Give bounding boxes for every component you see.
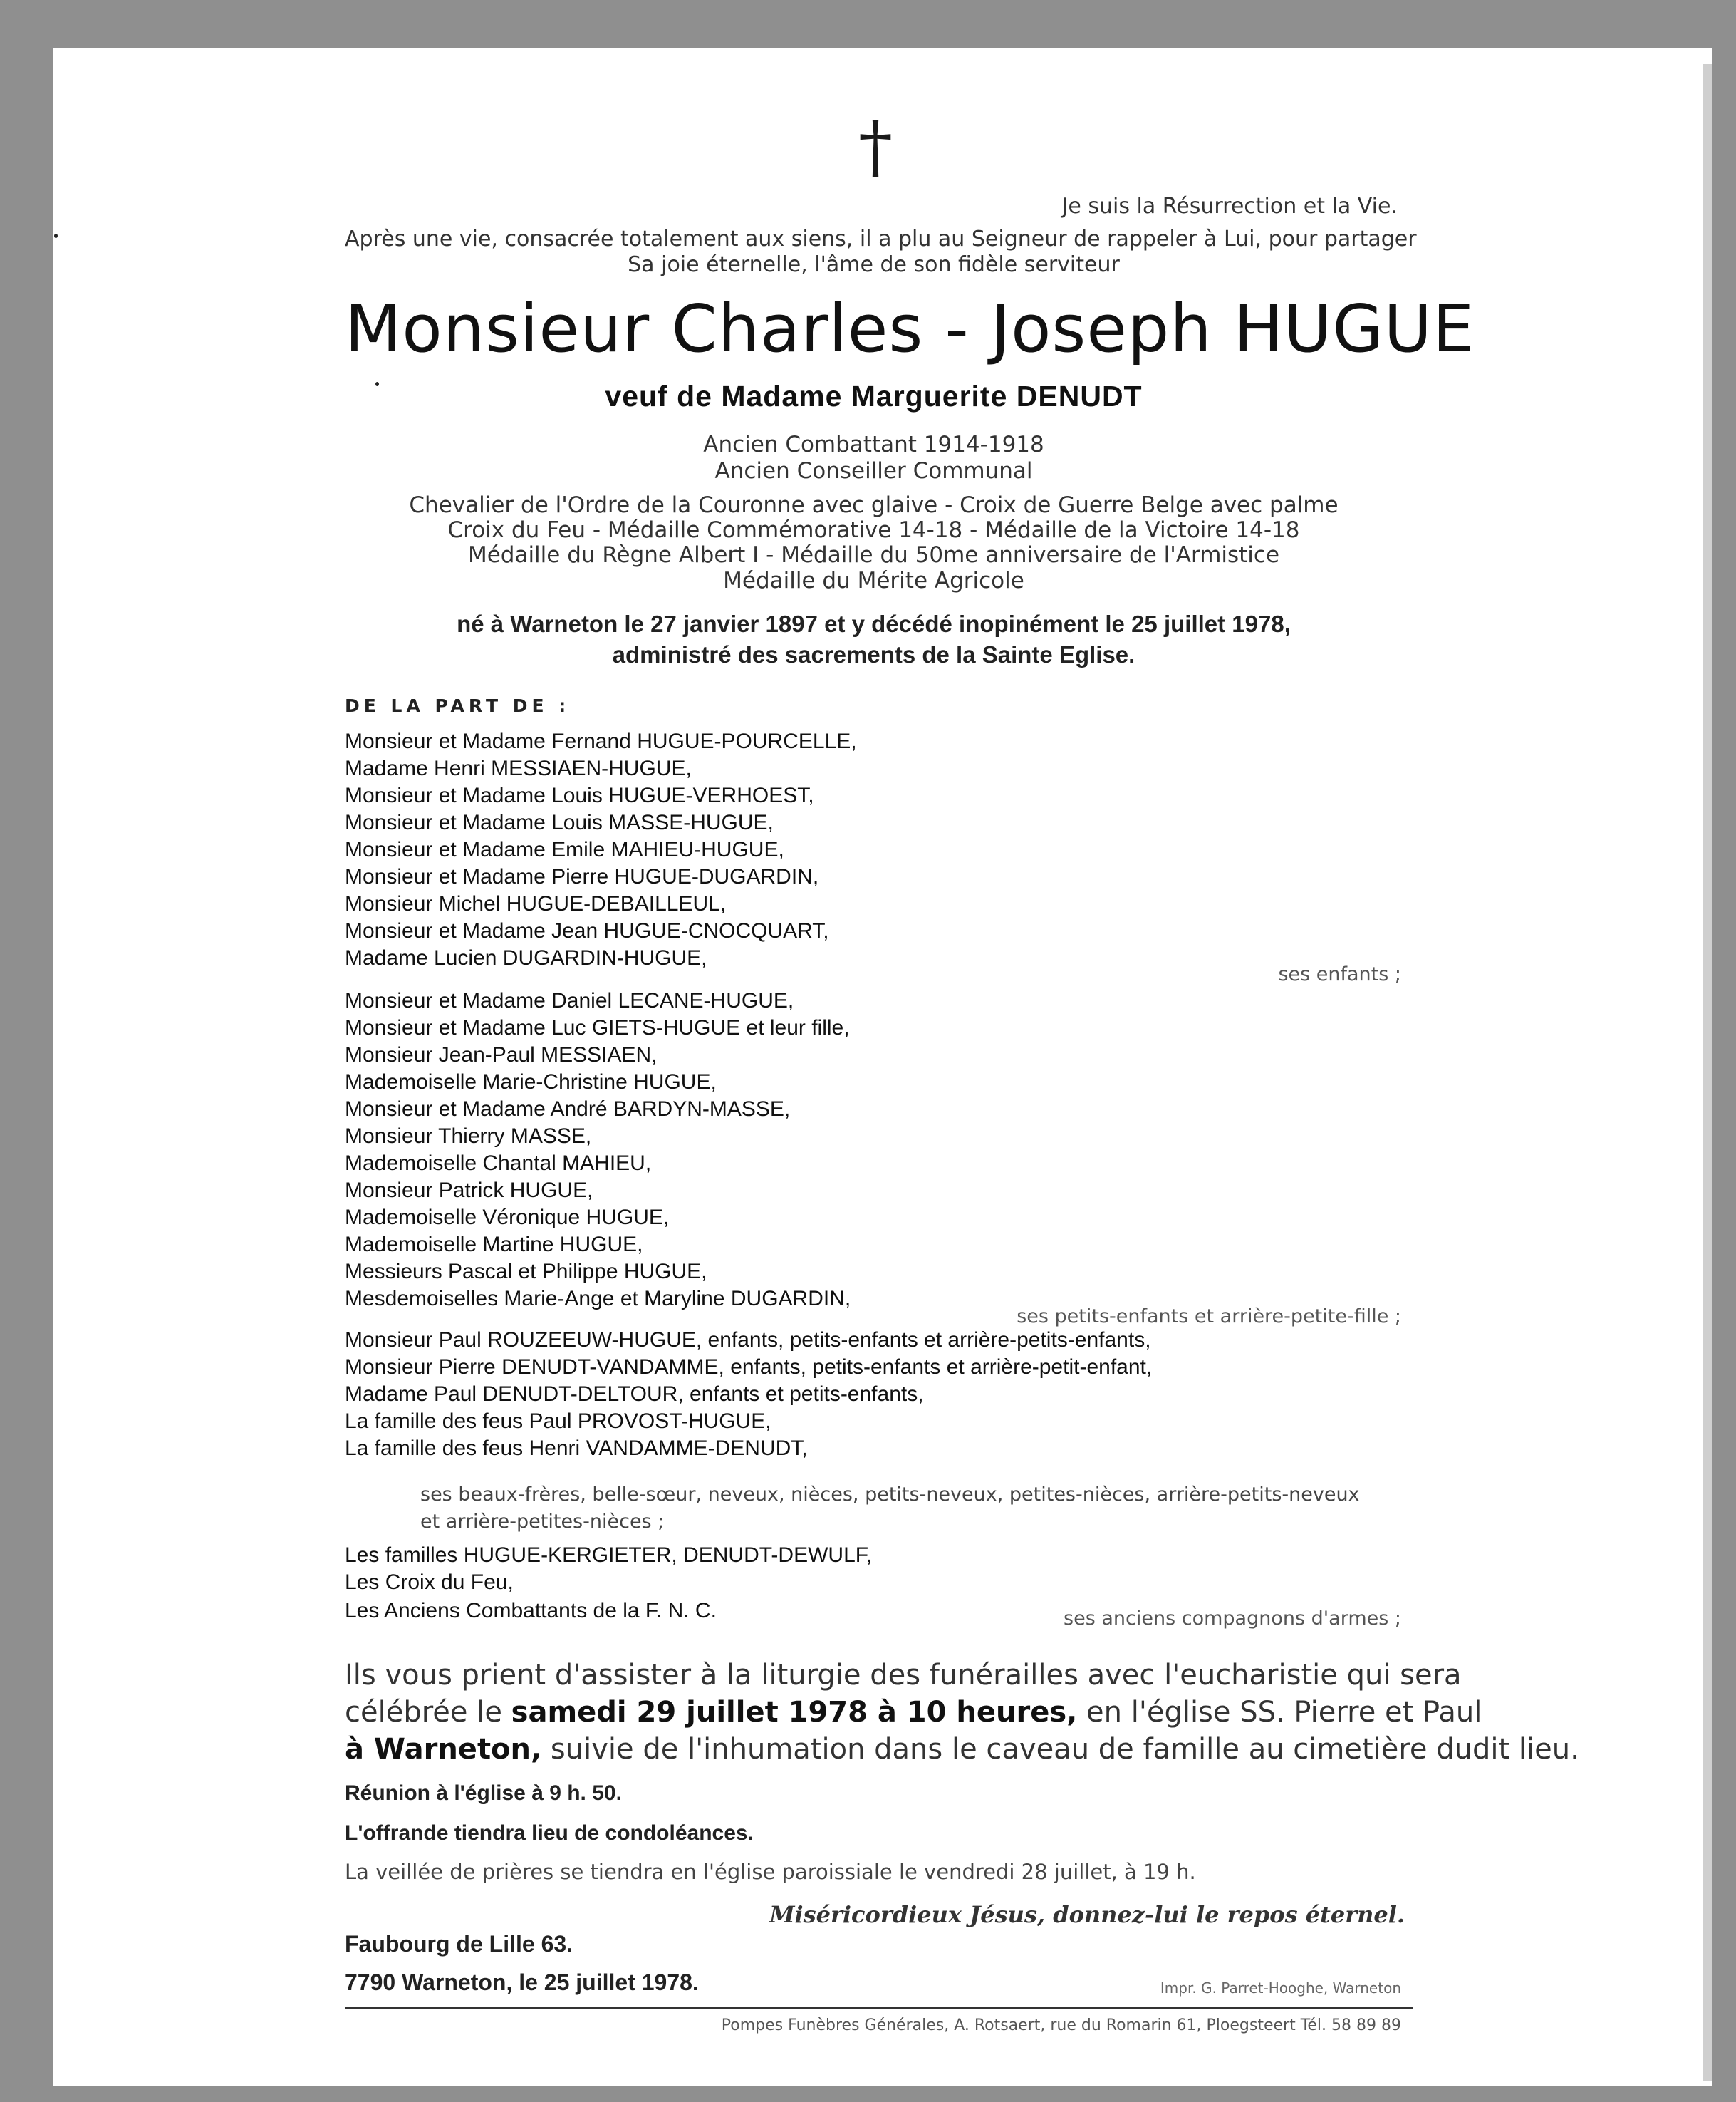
widower-of: veuf de Madame Marguerite DENUDT (605, 380, 1143, 413)
in-laws-relation: et arrière-petites-nièces ; (420, 1511, 665, 1533)
mourner-line: Mademoiselle Marie-Christine HUGUE, (345, 1070, 717, 1094)
decoration-line: Médaille du Mérite Agricole (723, 568, 1024, 594)
mourner-line: Monsieur Patrick HUGUE, (345, 1179, 593, 1202)
mourner-line: Monsieur et Madame Daniel LECANE-HUGUE, (345, 989, 794, 1013)
sacraments-line: administré des sacrements de la Sainte Eglise. (612, 641, 1135, 668)
mourner-line: Madame Henri MESSIAEN-HUGUE, (345, 757, 692, 780)
speck (54, 234, 58, 238)
mourner-line: Monsieur Jean-Paul MESSIAEN, (345, 1043, 658, 1067)
place-date-line: 7790 Warneton, le 25 juillet 1978. (345, 1969, 699, 1995)
mourner-line: Monsieur Michel HUGUE-DEBAILLEUL, (345, 892, 727, 916)
mourner-line: Mademoiselle Chantal MAHIEU, (345, 1151, 652, 1175)
offering-line: L'offrande tiendra lieu de condoléances. (345, 1821, 754, 1845)
invitation-line-1: Ils vous prient d'assister à la liturgie des funérailles avec l'eucharistie qui sera (345, 1659, 1462, 1692)
closing-prayer: Miséricordieux Jésus, donnez-lui le repos éternel. (769, 1901, 1405, 1928)
mourner-line: Les familles HUGUE-KERGIETER, DENUDT-DEWULF, (345, 1543, 873, 1567)
footer-divider (345, 2007, 1413, 2009)
mourner-line: Les Anciens Combattants de la F. N. C. (345, 1599, 717, 1622)
mourner-line: Monsieur Thierry MASSE, (345, 1124, 592, 1148)
mourner-line: Madame Lucien DUGARDIN-HUGUE, (345, 946, 707, 970)
mourner-line: Mademoiselle Véronique HUGUE, (345, 1206, 670, 1229)
title-line: Ancien Conseiller Communal (714, 458, 1033, 484)
address-line: Faubourg de Lille 63. (345, 1931, 573, 1957)
decoration-line: Médaille du Règne Albert I - Médaille du 50me anniversaire de l'Armistice (467, 542, 1280, 568)
mourner-line: Monsieur et Madame Jean HUGUE-CNOCQUART, (345, 919, 829, 943)
mourner-line: Monsieur et Madame Louis MASSE-HUGUE, (345, 811, 774, 834)
intro-line-2: Sa joie éternelle, l'âme de son fidèle serviteur (628, 252, 1120, 277)
mourner-line: La famille des feus Paul PROVOST-HUGUE, (345, 1409, 771, 1433)
children-relation: ses enfants ; (1278, 963, 1401, 985)
mourner-line: Madame Paul DENUDT-DELTOUR, enfants et petits-enfants, (345, 1382, 924, 1406)
meeting-line: Réunion à l'église à 9 h. 50. (345, 1781, 622, 1805)
mourner-line: Messieurs Pascal et Philippe HUGUE, (345, 1260, 707, 1283)
title-line: Ancien Combattant 1914-1918 (703, 432, 1044, 457)
cross-symbol: † (858, 107, 893, 187)
footer-funeral-home: Pompes Funèbres Générales, A. Rotsaert, rue du Romarin 61, Ploegsteert Tél. 58 89 89 (721, 2016, 1401, 2034)
mourner-line: Les Croix du Feu, (345, 1570, 514, 1594)
mourner-line: Monsieur et Madame André BARDYN-MASSE, (345, 1097, 791, 1121)
deceased-name: Monsieur Charles - Joseph HUGUE (345, 291, 1475, 367)
others-relation: ses anciens compagnons d'armes ; (1064, 1607, 1401, 1630)
mourner-line: Monsieur et Madame Louis HUGUE-VERHOEST, (345, 784, 814, 807)
mourner-line: Mesdemoiselles Marie-Ange et Maryline DUGARDIN, (345, 1287, 851, 1310)
mourner-line: Monsieur Pierre DENUDT-VANDAMME, enfants, petits-enfants et arrière-petit-enfant, (345, 1355, 1153, 1379)
invitation-line-2: célébrée le samedi 29 juillet 1978 à 10 heures, en l'église SS. Pierre et Paul (345, 1696, 1482, 1729)
paper-edge (1703, 64, 1712, 2081)
mourner-line: Mademoiselle Martine HUGUE, (345, 1233, 643, 1256)
mourner-line: Monsieur et Madame Luc GIETS-HUGUE et leur fille, (345, 1016, 850, 1040)
mourner-line: Monsieur Paul ROUZEEUW-HUGUE, enfants, petits-enfants et arrière-petits-enfants, (345, 1328, 1151, 1352)
vigil-line: La veillée de prières se tiendra en l'église paroissiale le vendredi 28 juillet, à 19 h. (345, 1860, 1196, 1884)
mourner-line: La famille des feus Henri VANDAMME-DENUDT, (345, 1436, 808, 1460)
mourner-line: Monsieur et Madame Emile MAHIEU-HUGUE, (345, 838, 784, 861)
mourner-line: Monsieur et Madame Fernand HUGUE-POURCELLE, (345, 730, 857, 753)
epigraph: Je suis la Résurrection et la Vie. (1061, 194, 1398, 219)
decoration-line: Croix du Feu - Médaille Commémorative 14-18 - Médaille de la Victoire 14-18 (447, 517, 1300, 543)
mourner-line: Monsieur et Madame Pierre HUGUE-DUGARDIN, (345, 865, 819, 889)
in-laws-relation: ses beaux-frères, belle-sœur, neveux, nièces, petits-neveux, petites-nièces, arrière-petits-neveux (420, 1484, 1360, 1506)
invitation-line-3: à Warneton, suivie de l'inhumation dans le caveau de famille au cimetière dudit lieu. (345, 1733, 1579, 1766)
intro-line-1: Après une vie, consacrée totalement aux siens, il a plu au Seigneur de rappeler à Lui, pour partager (345, 227, 1417, 252)
part-de-heading: DE LA PART DE : (345, 695, 571, 716)
decoration-line: Chevalier de l'Ordre de la Couronne avec glaive - Croix de Guerre Belge avec palme (409, 492, 1339, 518)
printer-credit: Impr. G. Parret-Hooghe, Warneton (1160, 1979, 1401, 1997)
birth-death-line: né à Warneton le 27 janvier 1897 et y décédé inopinément le 25 juillet 1978, (457, 611, 1291, 637)
grandchildren-relation: ses petits-enfants et arrière-petite-fille ; (1017, 1305, 1401, 1327)
